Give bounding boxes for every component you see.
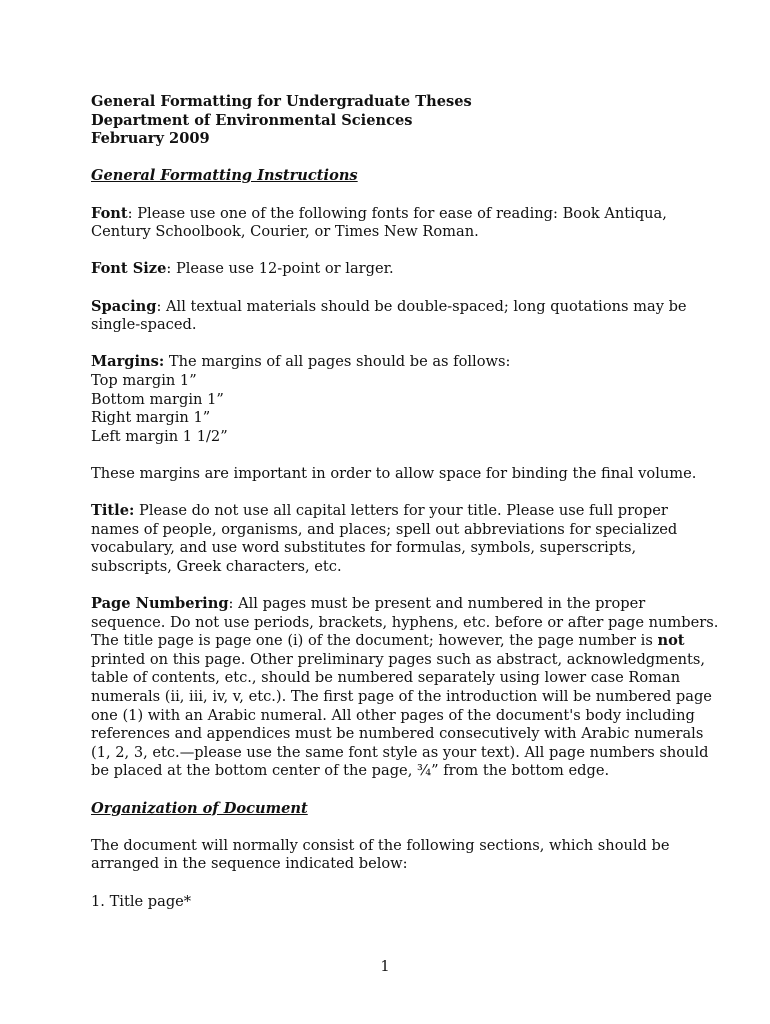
paragraph-font-size <box>91 260 691 279</box>
organization-text-line: The document will normally consist of the following sections, which should be <box>91 836 670 854</box>
margin-item-bottom: Bottom margin 1” <box>91 390 224 408</box>
spacing-text-line: single-spaced. <box>91 316 197 334</box>
header-department: Department of Environmental Sciences <box>91 111 413 129</box>
paragraph-font <box>91 205 691 242</box>
page-numbering-text-line: numerals (ii, iii, iv, v, etc.). The first page of the introduction will be numbered page <box>91 688 712 705</box>
title-label: Title: <box>91 502 135 520</box>
paragraph-spacing <box>91 298 691 335</box>
page-body <box>91 93 719 911</box>
margin-item-top: Top margin 1” <box>91 371 197 389</box>
page-numbering-text-line: sequence. Do not use periods, brackets, hyphens, etc. before or after page numbers. <box>91 613 719 631</box>
page-numbering-text-line: one (1) with an Arabic numeral. All other pages of the document's body including <box>91 706 695 724</box>
spacing-text-line: : All textual materials should be double-spaced; long quotations may be <box>156 297 687 315</box>
title-text-line: Please do not use all capital letters for your title. Please use full proper <box>134 502 668 520</box>
paragraph-organization <box>91 837 691 874</box>
page-numbering-text-line: printed on this page. Other preliminary pages such as abstract, acknowledgments, <box>91 650 705 668</box>
emphasis-not: not <box>657 632 685 650</box>
page-numbering-text-line: references and appendices must be numbered consecutively with Arabic numerals <box>91 725 704 743</box>
list-item: 1. Title page* <box>91 892 192 910</box>
section-heading-general-formatting: General Formatting Instructions <box>91 167 358 185</box>
font-size-text: : Please use 12-point or larger. <box>166 260 394 278</box>
page-numbering-text-line: (1, 2, 3, etc.—please use the same font style as your text). All page numbers should <box>91 743 709 761</box>
margin-item-right: Right margin 1” <box>91 409 211 427</box>
margins-text: The margins of all pages should be as follows: <box>164 353 511 371</box>
page-numbering-label: Page Numbering <box>91 595 229 613</box>
font-label: Font <box>91 204 128 222</box>
document-header <box>91 93 691 149</box>
organization-text-line: arranged in the sequence indicated below: <box>91 855 408 873</box>
header-title: General Formatting for Undergraduate Theses <box>91 93 472 110</box>
page-numbering-text-line: The title page is page one (i) of the document; however, the page number is <box>91 632 658 650</box>
margins-note: These margins are important in order to allow space for binding the final volume. <box>91 464 697 482</box>
title-text-line: names of people, organisms, and places; spell out abbreviations for specialized <box>91 520 678 538</box>
paragraph-title <box>91 502 691 576</box>
spacing-label: Spacing <box>91 297 157 315</box>
font-size-label: Font Size <box>91 260 167 278</box>
title-text-line: subscripts, Greek characters, etc. <box>91 557 342 575</box>
header-date: February 2009 <box>91 130 210 148</box>
font-text-line: Century Schoolbook, Courier, or Times New Roman. <box>91 223 479 241</box>
page-numbering-text-line: table of contents, etc., should be numbered separately using lower case Roman <box>91 669 681 687</box>
paragraph-page-numbering <box>91 595 719 781</box>
section-heading-organization: Organization of Document <box>91 799 308 817</box>
title-text-line: vocabulary, and use word substitutes for formulas, symbols, superscripts, <box>91 539 637 557</box>
page-numbering-text-line: : All pages must be present and numbered in the proper <box>228 595 646 613</box>
page-numbering-text-line: be placed at the bottom center of the page, ¾” from the bottom edge. <box>91 762 610 780</box>
font-text-line: : Please use one of the following fonts for ease of reading: Book Antiqua, <box>127 204 667 222</box>
paragraph-margins <box>91 353 691 446</box>
page-number: 1 <box>380 958 390 975</box>
margin-item-left: Left margin 1 1/2” <box>91 427 228 445</box>
margins-label: Margins: <box>91 353 165 371</box>
